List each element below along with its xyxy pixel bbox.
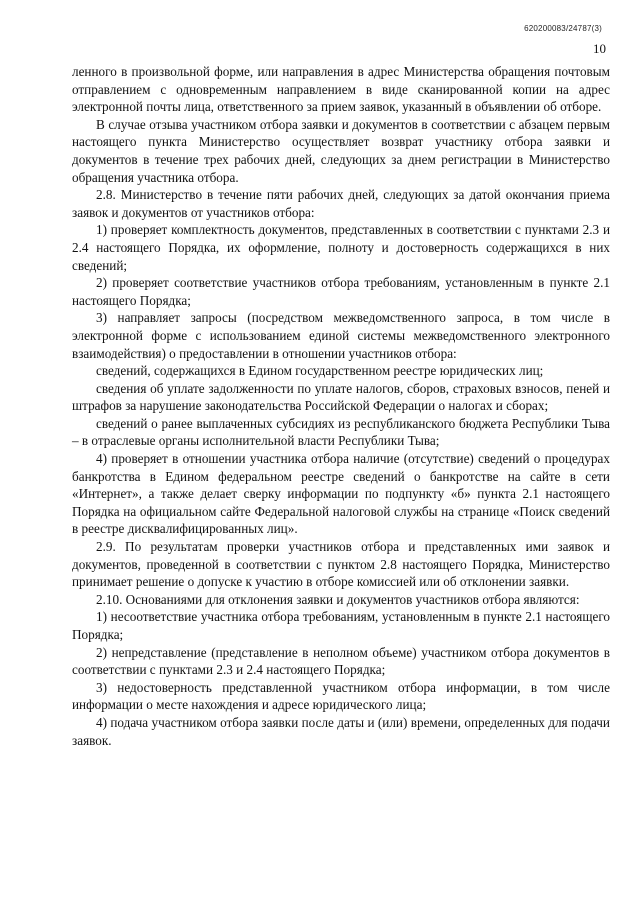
paragraph: 3) направляет запросы (посредством межведомственного запроса, в том числе в электронной форме с использованием единой системы межведомственного электронного взаимодействия) о предоставлении в отношении участников отбора:	[72, 310, 610, 361]
paragraph: 3) недостоверность представленной участником отбора информации, в том числе информации о месте нахождения и адресе юридического лица;	[72, 679, 610, 713]
paragraph: В случае отзыва участником отбора заявки и документов в соответствии с абзацем первым настоящего пункта Министерство осуществляет возврат участнику отбора заявки и документов в течение трех рабочих дней, следующих за днем регистрации в Министерство обращения участника отбора.	[72, 116, 610, 185]
paragraph: 2) проверяет соответствие участников отбора требованиям, установленным в пункте 2.1 настоящего Порядка;	[72, 275, 610, 308]
paragraph: сведений, содержащихся в Едином государственном реестре юридических лиц;	[96, 363, 544, 379]
paragraph: 1) несоответствие участника отбора требованиям, установленным в пункте 2.1 настоящего Порядка;	[72, 609, 610, 642]
paragraph: 1) проверяет комплектность документов, представленных в соответствии с пунктами 2.3 и 2.4 настоящего Порядка, их оформление, полноту и достоверность содержащихся в них сведений;	[72, 222, 610, 273]
paragraph: сведения об уплате задолженности по уплате налогов, сборов, страховых взносов, пеней и штрафов за нарушение законодательства Российской Федерации о налогах и сборах;	[72, 380, 610, 414]
paragraph: 2.10. Основаниями для отклонения заявки и документов участников отбора являются:	[96, 591, 580, 607]
paragraph: 2.9. По результатам проверки участников отбора и представленных ими заявок и документов, проведенной в соответствии с пунктом 2.8 настоящего Порядка, Министерство принимает решение о допуске к участию в отборе комиссией или об отклонении заявки.	[72, 539, 610, 590]
paragraph: 2.8. Министерство в течение пяти рабочих дней, следующих за датой окончания приема заявок и документов от участников отбора:	[72, 187, 610, 220]
document-body	[72, 63, 610, 749]
paragraph: 2) непредставление (представление в неполном объеме) участником отбора документов в соответствии с пунктами 2.3 и 2.4 настоящего Порядка;	[72, 644, 610, 678]
paragraph: сведений о ранее выплаченных субсидиях из республиканского бюджета Республики Тыва – в отраслевые органы исполнительной власти Республики Тыва;	[72, 415, 610, 449]
document-id: 620200083/24787(3)	[524, 24, 602, 33]
paragraph: 4) подача участником отбора заявки после даты и (или) времени, определенных для подачи заявок.	[72, 714, 610, 748]
paragraph: 4) проверяет в отношении участника отбора наличие (отсутствие) сведений о процедурах банкротства в Едином федеральном реестре сведений о банкротстве на сайте в сети «Интернет», а также делает сверку информации по подпункту «б» пункта 2.1 настоящего Порядка на официальном сайте Федеральной налоговой службы на странице «Поиск сведений в реестре дисквалифицированных лиц».	[72, 451, 610, 537]
paragraph: ленного в произвольной форме, или направления в адрес Министерства обращения почтовым отправлением с одновременным направлением в виде сканированной копии на адрес электронной почты лица, ответственного за прием заявок, указанный в объявлении об отборе.	[72, 64, 610, 115]
page-number: 10	[593, 41, 606, 56]
